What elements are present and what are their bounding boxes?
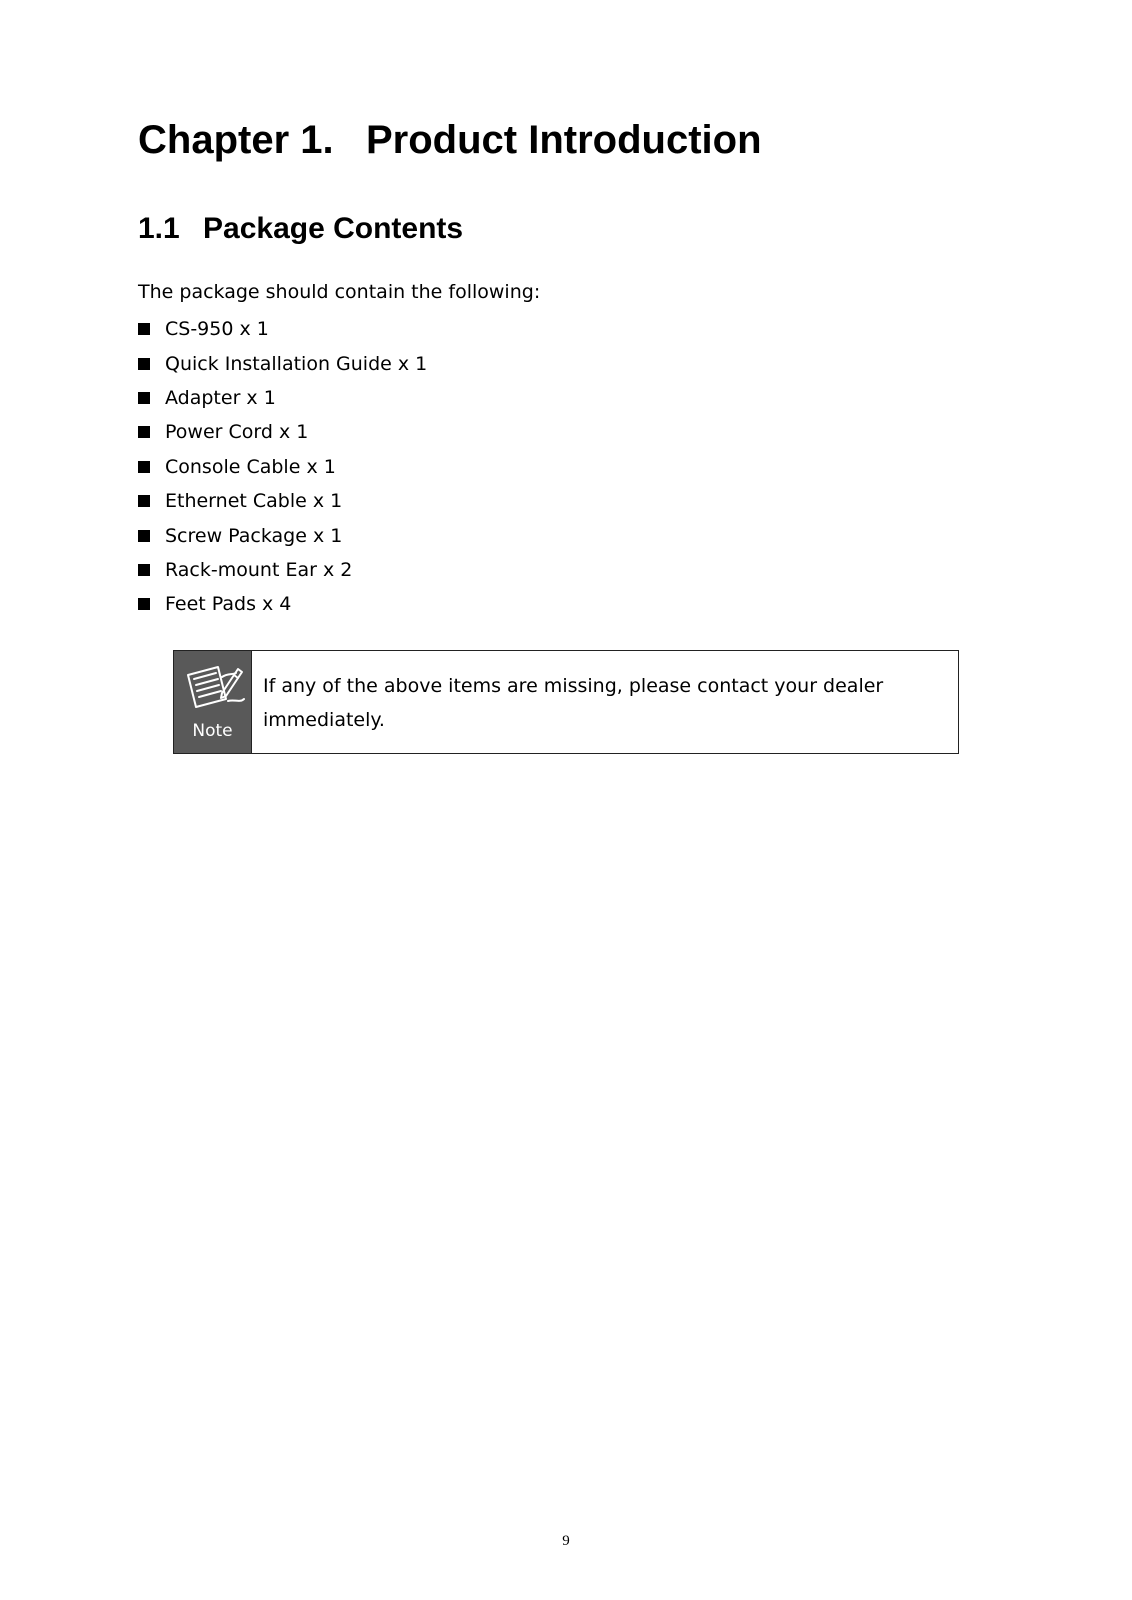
page-number: 9 (562, 1533, 570, 1549)
square-bullet-icon (138, 598, 150, 610)
note-text: If any of the above items are missing, please contact your dealer immediately. (263, 675, 884, 731)
list-item (138, 415, 427, 449)
list-item-text: Screw Package x 1 (165, 524, 343, 547)
list-item (138, 381, 427, 415)
list-item-text: Rack-mount Ear x 2 (165, 558, 353, 581)
square-bullet-icon (138, 495, 150, 507)
list-item (138, 518, 427, 552)
square-bullet-icon (138, 323, 150, 335)
list-item (138, 553, 427, 587)
package-contents-list (138, 312, 427, 622)
square-bullet-icon (138, 564, 150, 576)
note-sidebar (174, 651, 252, 753)
square-bullet-icon (138, 358, 150, 370)
square-bullet-icon (138, 392, 150, 404)
list-item-text: Quick Installation Guide x 1 (165, 352, 428, 375)
list-item (138, 346, 427, 380)
note-writing-icon (182, 663, 246, 715)
intro-paragraph: The package should contain the following: (138, 281, 541, 303)
chapter-heading-text: Product Introduction (366, 118, 762, 162)
square-bullet-icon (138, 530, 150, 542)
square-bullet-icon (138, 461, 150, 473)
list-item (138, 484, 427, 518)
list-item-text: Power Cord x 1 (165, 421, 309, 444)
square-bullet-icon (138, 426, 150, 438)
list-item-text: Feet Pads x 4 (165, 593, 292, 616)
chapter-title (138, 116, 762, 164)
list-item (138, 587, 427, 621)
list-item (138, 450, 427, 484)
section-title (138, 210, 463, 248)
list-item (138, 312, 427, 346)
note-label: Note (192, 721, 233, 741)
list-item-text: Console Cable x 1 (165, 455, 336, 478)
chapter-number: Chapter 1. (138, 118, 334, 162)
section-number: 1.1 (138, 212, 180, 245)
list-item-text: Adapter x 1 (165, 386, 276, 409)
section-heading-text: Package Contents (203, 212, 464, 245)
list-item-text: Ethernet Cable x 1 (165, 490, 343, 513)
list-item-text: CS-950 x 1 (165, 318, 269, 341)
note-callout (173, 650, 959, 754)
